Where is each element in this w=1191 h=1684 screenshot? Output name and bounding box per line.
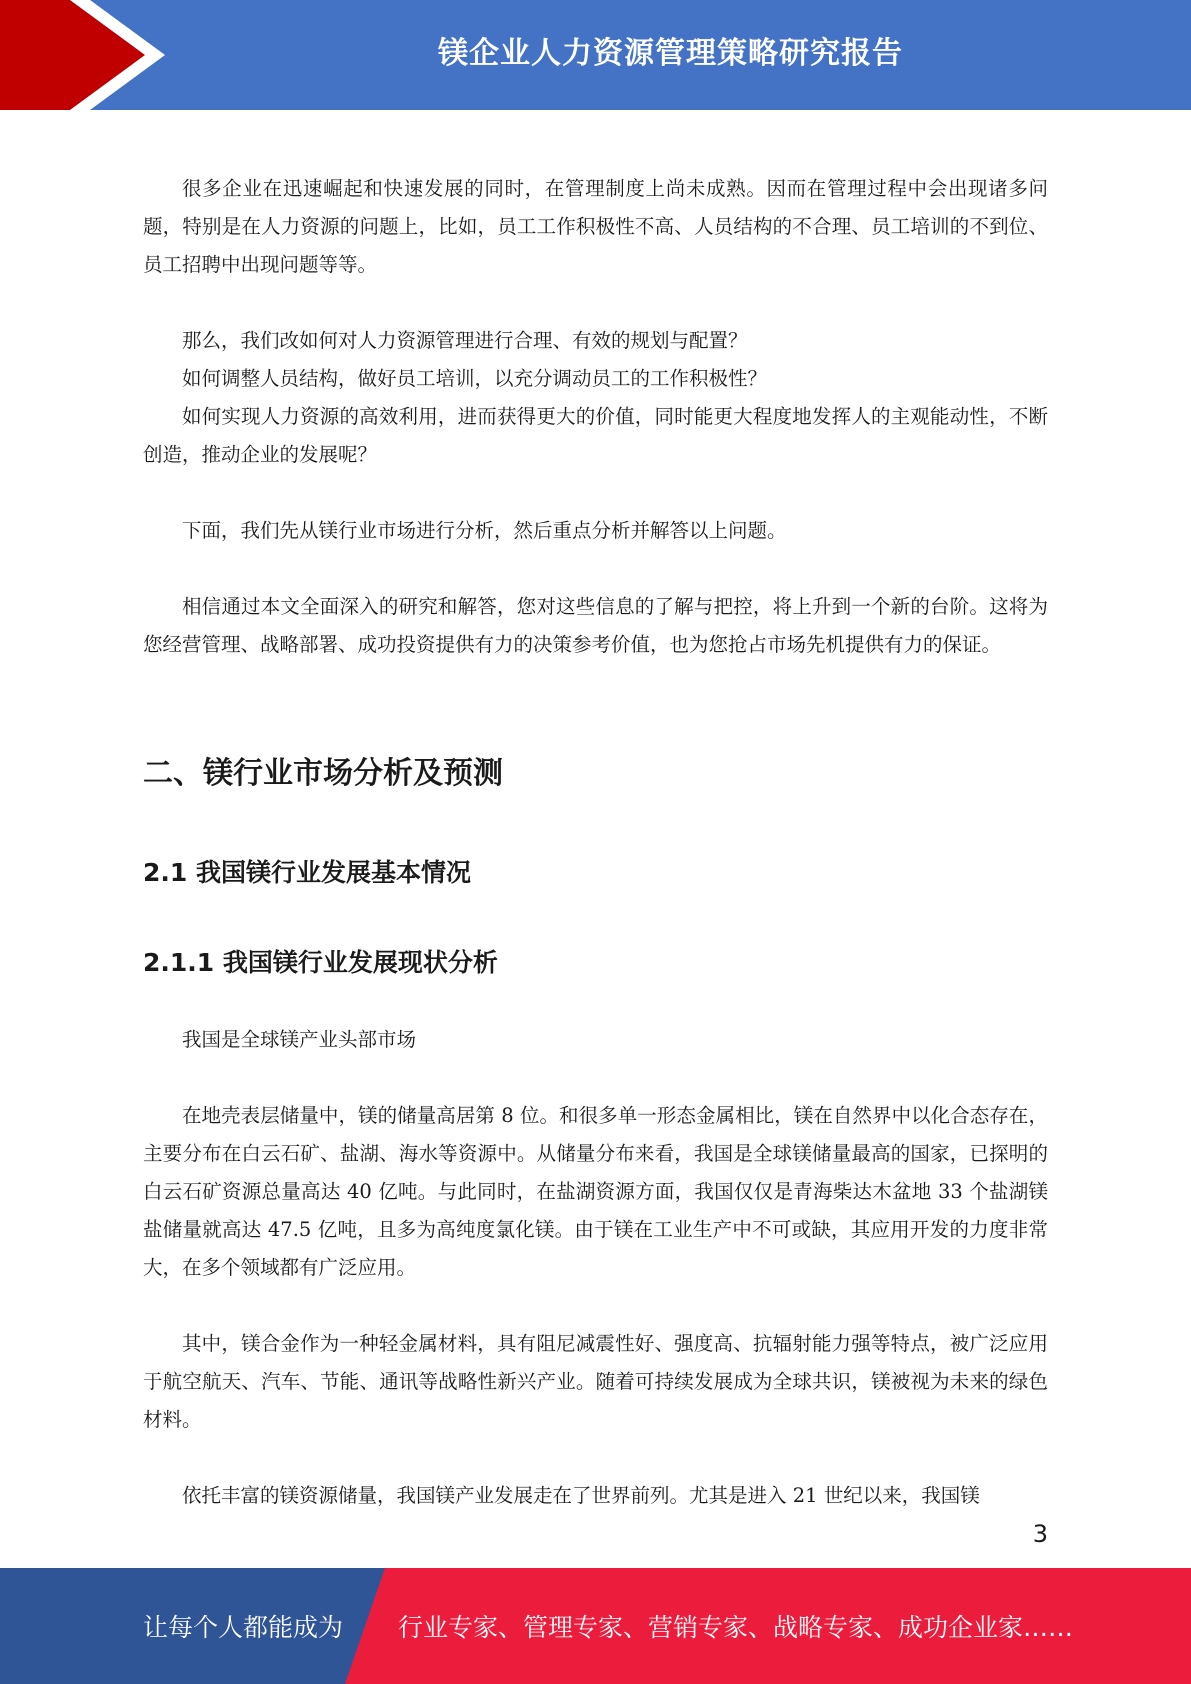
intro-paragraph: 相信通过本文全面深入的研究和解答，您对这些信息的了解与把控，将上升到一个新的台阶。这将为您经营管理、战略部署、成功投资提供有力的决策参考价值，也为您抢占市场先机提供有力的保证。 (143, 595, 1048, 656)
page-number: 3 (1032, 1520, 1048, 1548)
subsubsection-heading: 2.1.1 我国镁行业发展现状分析 (143, 948, 498, 977)
section-heading: 二、镁行业市场分析及预测 (143, 756, 503, 791)
intro-question: 如何调整人员结构，做好员工培训，以充分调动员工的工作积极性？ (182, 367, 768, 390)
subsection-heading: 2.1 我国镁行业发展基本情况 (143, 858, 471, 887)
body-paragraph: 其中，镁合金作为一种轻金属材料，具有阻尼减震性好、强度高、抗辐射能力强等特点，被广泛应用于航空航天、汽车、节能、通讯等战略性新兴产业。随着可持续发展成为全球共识，镁被视为未来的绿色材料。 (143, 1332, 1048, 1431)
footer-slogan-right: 行业专家、管理专家、营销专家、战略专家、成功企业家…… (398, 1613, 1074, 1642)
body-paragraph: 在地壳表层储量中，镁的储量高居第 8 位。和很多单一形态金属相比，镁在自然界中以化合态存在，主要分布在白云石矿、盐湖、海水等资源中。从储量分布来看，我国是全球镁储量最高的国家，已探明的白云石矿资源总量高达 40 亿吨。与此同时，在盐湖资源方面，我国仅仅是青海柴达木盆地 33 个盐湖镁盐储量就高达 47.5 亿吨，且多为高纯度氯化镁。由于镁在工业生产中不可或缺，其应用开发的力度非常大，在多个领域都有广泛应用。 (143, 1104, 1048, 1279)
intro-question: 那么，我们改如何对人力资源管理进行合理、有效的规划与配置？ (182, 329, 748, 352)
body-paragraph: 依托丰富的镁资源储量，我国镁产业发展走在了世界前列。尤其是进入 21 世纪以来，我国镁 (182, 1484, 980, 1507)
body-paragraph: 我国是全球镁产业头部市场 (182, 1028, 417, 1051)
page-header (0, 0, 1191, 110)
body-section (143, 1021, 1048, 1553)
footer-slogan-left: 让每个人都能成为 (143, 1613, 344, 1642)
intro-paragraph: 下面，我们先从镁行业市场进行分析，然后重点分析并解答以上问题。 (182, 519, 787, 542)
header-title: 镁企业人力资源管理策略研究报告 (438, 36, 903, 71)
intro-section (143, 170, 1048, 702)
intro-paragraph: 很多企业在迅速崛起和快速发展的同时，在管理制度上尚未成熟。因而在管理过程中会出现诸多问题，特别是在人力资源的问题上，比如，员工工作积极性不高、人员结构的不合理、员工培训的不到位、员工招聘中出现问题等等。 (143, 177, 1048, 276)
page-footer (0, 1568, 1191, 1684)
intro-question: 如何实现人力资源的高效利用，进而获得更大的价值，同时能更大程度地发挥人的主观能动性，不断创造，推动企业的发展呢？ (143, 405, 1048, 466)
